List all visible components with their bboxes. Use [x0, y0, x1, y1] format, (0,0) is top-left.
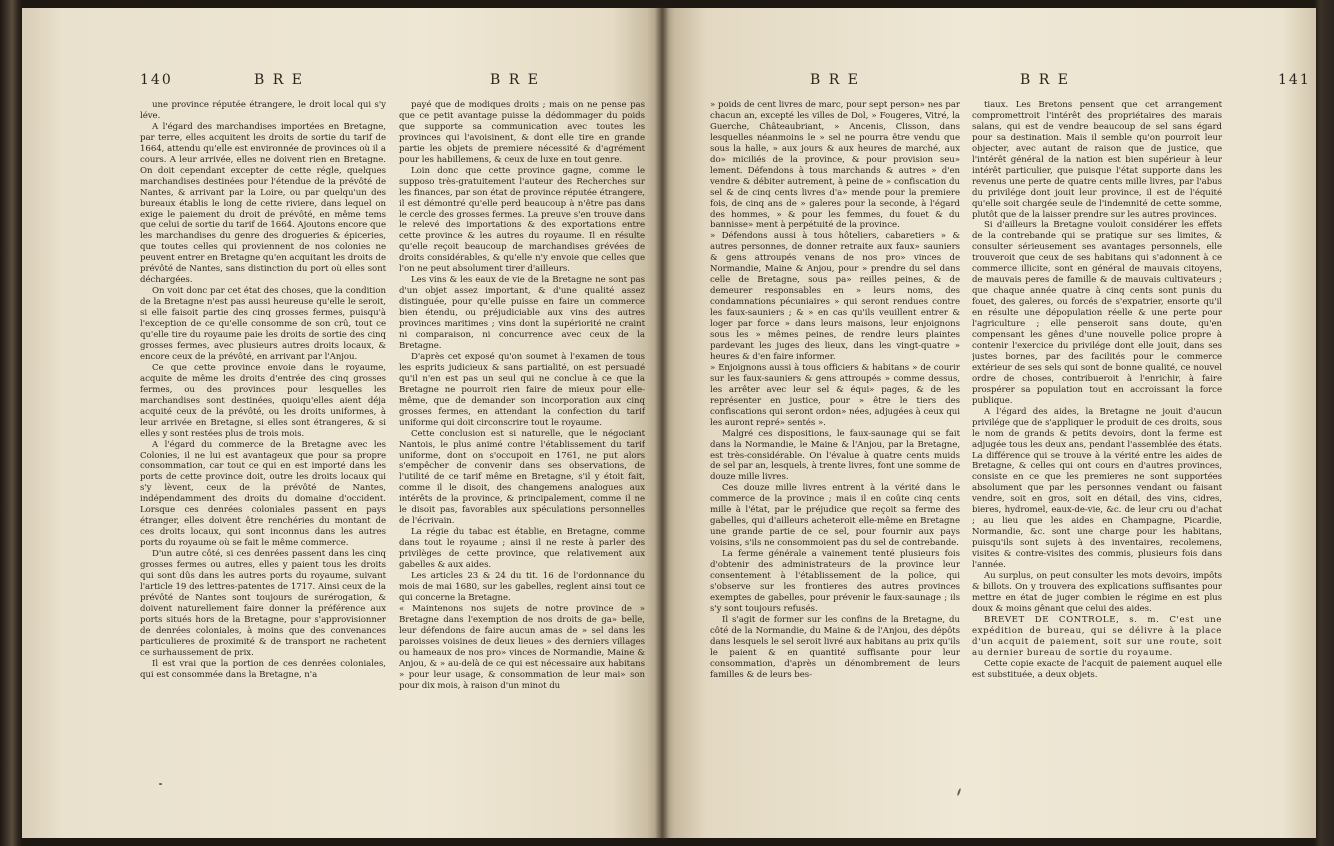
paragraph: A l'égard des marchandises importées en Bretagne, par terre, elles acquitent les droits de sortie du tarif de 1664, attendu qu'elle est environnée de provinces où il a cours. A leur arrivée, elles ne doivent rien en Bretagne. On doit cependant excepter de cette régle, quelques marchandises destinées pour l'étendue de la prévôté de Nantes, & arrivant par la Loire, ou par quelqu'un des bureaux établis le long de cette riviere, dans lequel on exige le paiement du droit de prévôté, en même tems que celui de sortie du tarif de 1664. Ajoutons encore que les marchandises du genre des drogueries & épiceries, que toutes celles qui proviennent de nos colonies ne peuvent entrer en Bretagne qu'en acquitant les droits de prévôté de Nantes, sans distinction du port où elles sont déchargées. — [140, 121, 386, 286]
paragraph: Il est vrai que la portion de ces denrées coloniales, qui est consommée dans la Bretagne, n'a — [140, 658, 386, 680]
paragraph: Les vins & les eaux de vie de la Bretagne ne sont pas d'un objet assez important, & d'une qualité assez distinguée, pour qu'elle puisse en faire un commerce bien étendu, ou préjudiciable aux vins des autres provinces maritimes ; vins dont la supériorité ne craint ni comparaison, ni concurrence avec ceux de la Bretagne. — [399, 275, 645, 351]
paragraph: La ferme générale a vainement tenté plusieurs fois d'obtenir des administrateurs de la province leur consentement à l'établissement de la police, qui s'observe sur les frontieres des autres provinces exemptes de gabelles, pour prévenir le faux-saunage ; ils s'y sont toujours refusés. — [710, 549, 960, 614]
paragraph: Malgré ces dispositions, le faux-saunage qui se fait dans la Normandie, le Maine & l'Anjou, par la Bretagne, est très-considérable. On l'évalue à quatre cents muids de sel par an, lesquels, à trente livres, font une somme de douze mille livres. — [710, 428, 960, 483]
quotation: « Maintenons nos sujets de notre province de » Bretagne dans l'exemption de nos droits de ga» belle, leur défendons de faire aucun amas de » sel dans les paroisses voisines de deux lieues » des derniers villages ou hameaux de nos pro» vinces de Normandie, Maine & Anjou, & » au-delà de ce qui est nécessaire aux habitans » pour leur usage, & consommation de leur mai» son pour dix mois, à raison d'un minot du — [399, 603, 645, 691]
quotation: » Défendons aussi à tous hôteliers, cabaretiers » & autres personnes, de donner retraite aux faux» sauniers & gens attroupés venans de nos pro» vinces de Normandie, Maine & Anjou, pour » prendre du sel dans celle de Bretagne, sous pa» reilles peines, & de demeurer responsables en » leurs noms, des condamnations pécuniaires » qui seront rendues contre les faux-sauniers ; & » en cas qu'ils veuillent entrer & loger par force » dans leurs maisons, leur enjoignons sous les » mêmes peines, de rendre leurs plaintes pardevant les juges des lieux, dans les vingt-quatre » heures & d'en faire informer. — [710, 231, 960, 362]
left-page — [22, 8, 662, 838]
quotation: » poids de cent livres de marc, pour sept person» nes par chacun an, excepté les villes de Dol, » Fougeres, Vitré, la Guerche, Châteaubriant, » Ancenis, Clisson, dans lesquelles néanmoins le » sel ne pourra être vendu que sous la halle, » aux jours & aux heures de marché, aux do» miciliés de la province, & pour provision seu» lement. Défendons à tous marchands & autres » d'en vendre & débiter autrement, à peine de » confiscation du sel & de cinq cents livres d'a» mende pour la premiere fois, de cinq ans de » galeres pour la seconde, à l'égard des hommes, » & pour les femmes, du fouet & du bannisse» ment à perpétuité de la province. — [710, 100, 960, 231]
right-page-column-1 — [710, 100, 960, 780]
paragraph: une province réputée étrangere, le droit local qui s'y léve. — [140, 100, 386, 121]
left-page-headword-left: B R E — [254, 72, 304, 88]
left-page-column-1 — [140, 100, 386, 780]
paragraph: Loin donc que cette province gagne, comme le supposo très-gratuitement l'auteur des Recherches sur les finances, par son état de province réputée étrangere, il est démontré qu'elle perd beaucoup à n'être pas dans le cercle des grosses fermes. La preuve s'en trouve dans le relevé des importations & des exportations entre cette province & les autres du royaume. Il en résulte qu'elle reçoit beaucoup de marchandises grévées de droits considérables, & qu'elle n'y envoie que celles que l'on ne peut absolument tirer d'ailleurs. — [399, 165, 645, 275]
right-page-headword-right: B R E — [1020, 72, 1070, 88]
book-gutter — [655, 6, 669, 840]
paragraph: A l'égard des aides, la Bretagne ne jouit d'aucun privilége que de s'appliquer le produit de ces droits, sous le nom de grands & petits devoirs, dont la ferme est adjugée tous les deux ans, pendant l'assemblée des états. La différence qui se trouve à la vérité entre les aides de Bretagne, & celles qui ont cours en d'autres provinces, consiste en ce que les premieres ne sont supportées absolument que par les personnes vendant ou faisant vendre, soit en gros, soit en détail, des vins, cidres, bieres, hydromel, eaux-de-vie, &c. de leur cru ou d'achat ; au lieu que les aides en Champagne, Picardie, Normandie, &c. sont une charge pour les habitans, puisqu'ils sont sujets à des inventaires, recolemens, visites & contre-visites des commis, plusieurs fois dans l'année. — [972, 406, 1222, 571]
paragraph: A l'égard du commerce de la Bretagne avec les Colonies, il ne lui est avantageux que pour sa propre consommation, car tout ce qui en est importé dans les ports de cette province doit, outre les droits locaux qui s'y lèvent, ceux de la prévôté de Nantes, indépendamment des droits du domaine d'occident. Lorsque ces denrées coloniales passent en pays étranger, elles doivent être renchéries du montant de ces droits locaux, qui sont inconnus dans les autres ports du royaume où se fait le même commerce. — [140, 439, 386, 549]
paragraph: Cette conclusion est si naturelle, que le négociant Nantois, le plus animé contre l'établissement du tarif uniforme, dont on s'occupoit en 1761, ne put alors s'empêcher de convenir dans ses observations, de l'utilité de ce tarif même en Bretagne, s'il y étoit fait, comme il le disoit, des changemens analogues aux intérêts de la province, & principalement, comme il ne le disoit pas, favorables aux spéculations personnelles de l'écrivain. — [399, 428, 645, 527]
right-page — [662, 8, 1316, 838]
paragraph: Si d'ailleurs la Bretagne vouloit considérer les effets de la contrebande qui se pratique sur ses limites, & consulter sérieusement ses avantages personnels, elle trouveroit que ceux de ses habitans qui s'adonnent à ce commerce illicite, sont en général de mauvais citoyens, de mauvais peres de famille & de mauvais cultivateurs ; que chaque année quatre à cinq cents sont punis du fouet, des galeres, ou forcés de s'expatrier, ensorte qu'il en résulte une dépopulation réelle & une perte pour l'agriculture ; elle penseroit sans doute, qu'en compensant les gênes d'une nouvelle police propre à contenir l'exercice du privilége dont elle jouit, dans ses justes bornes, par des facilités pour le commerce extérieur de ses sels qui sont de bonne qualité, ce nouvel ordre de choses, contribueroit à l'enrichir, à faire prospérer sa population tout en accroissant la force publique. — [972, 220, 1222, 406]
paragraph: Il s'agit de former sur les confins de la Bretagne, du côté de la Normandie, du Maine & de l'Anjou, des dépôts dans lesquels le sel seroit livré aux habitans au prix qu'ils le paient & en quantité suffisante pour leur consommation, d'après un dénombrement de leurs familles & de leurs bes- — [710, 614, 960, 680]
ink-speck — [957, 788, 962, 796]
quotation: » Enjoignons aussi à tous officiers & habitans » de courir sur les faux-sauniers & gens attroupés » comme dessus, les arrêter avec leur sel & équi» pages, & de les représenter en justice, pour » être le tiers des confiscations qui seront ordon» nées, adjugées à ceux qui les auront repré» sentés ». — [710, 362, 960, 428]
paragraph: Ces douze mille livres entrent à la vérité dans le commerce de la province ; mais il en coûte cinq cents mille à l'état, par le préjudice que reçoit sa ferme des gabelles, qui d'ailleurs acheteroit elle-même en Bretagne une grande partie de ce sel, pour fournir aux pays voisins, s'ils ne consommoient pas du sel de contrebande. — [710, 483, 960, 549]
left-page-number: 140 — [140, 72, 173, 88]
right-page-number: 141 — [1278, 72, 1311, 88]
right-page-headword-left: B R E — [810, 72, 860, 88]
right-page-column-2 — [972, 100, 1222, 780]
entry-brevet-de-controle: BREVET DE CONTROLE, s. m. C'est une expédition de bureau, qui se délivre à la place d'un acquit de paiement, soit sur une route, soit au dernier bureau de sortie du royaume. — [972, 614, 1222, 658]
paragraph: tiaux. Les Bretons pensent que cet arrangement compromettroit l'intérêt des propriétaires des marais salans, qui est de vendre beaucoup de sel sans égard pour sa destination. Mais il semble qu'on pourroit leur objecter, avec autant de raison que de justice, que l'intérêt général de la nation est bien supérieur à leur intérêt particulier, que puisque l'état supporte dans les revenus une perte de quatre cents mille livres, par l'abus du privilége dont jouit leur province, il est de l'équité qu'elle soit chargée seule de l'indemnité de cette somme, plutôt que de la laisser prendre sur les autres provinces. — [972, 100, 1222, 220]
paragraph: Cette copie exacte de l'acquit de paiement auquel elle est substituée, a deux objets. — [972, 658, 1222, 680]
paragraph: D'après cet exposé qu'on soumet à l'examen de tous les esprits judicieux & sans partialité, on est persuadé qu'il n'en est pas un seul qui ne conclue à ce que la Bretagne ne pourroit rien faire de mieux pour elle-même, que de demander son incorporation aux cinq grosses fermes, en attendant la confection du tarif uniforme qui doit circonscrire tout le royaume. — [399, 351, 645, 428]
paragraph: payé que de modiques droits ; mais on ne pense pas que ce petit avantage puisse la dédommager du poids que supporte sa communication avec toutes les provinces qui l'avoisinent, & dont elle tire en grande partie les objets de premiere nécessité & d'agrément pour les habillemens, & ceux de luxe en tout genre. — [399, 100, 645, 165]
left-page-column-2 — [399, 100, 645, 780]
left-page-headword-right: B R E — [490, 72, 540, 88]
paragraph: Au surplus, on peut consulter les mots devoirs, impôts & billots. On y trouvera des explications suffisantes pour mettre en état de juger combien le régime en est plus doux & moins gênant que celui des aides. — [972, 570, 1222, 614]
paragraph: D'un autre côté, si ces denrées passent dans les cinq grosses fermes ou autres, elles y paient tous les droits qui sont dûs dans les autres ports du royaume, suivant l'article 19 des lettres-patentes de 1717. Ainsi ceux de la prévôté de Nantes sont toujours de surérogation, & doivent naturellement faire donner la préférence aux ports situés hors de la Bretagne, pour s'approvisionner de denrées coloniales, à moins que des convenances particulieres de proximité & de transport ne rachetent ce surhaussement de prix. — [140, 549, 386, 658]
paragraph: Les articles 23 & 24 du tit. 16 de l'ordonnance du mois de mai 1680, sur les gabelles, reglent ainsi tout ce qui concerne la Bretagne. — [399, 570, 645, 603]
ink-speck — [159, 783, 162, 785]
paragraph: On voit donc par cet état des choses, que la condition de la Bretagne n'est pas aussi heureuse qu'elle le seroit, si elle faisoit partie des cinq grosses fermes, puisqu'à l'exception de ce qu'elle consomme de son crû, tout ce qu'elle tire du royaume paie les droits de sortie des cinq grosses fermes, avec plusieurs autres droits locaux, & encore ceux de la prévôté, en arrivant par l'Anjou. — [140, 286, 386, 362]
paragraph: La régie du tabac est établie, en Bretagne, comme dans tout le royaume ; ainsi il ne reste à parler des privilèges de cette province, que relativement aux gabelles & aux aides. — [399, 527, 645, 571]
paragraph: Ce que cette province envoie dans le royaume, acquite de même les droits d'entrée des cinq grosses fermes, ou des provinces pour lesquelles les marchandises sont destinées, quoiqu'elles aient déja acquité ceux de la prévôté, ou les droits uniformes, à leur arrivée en Bretagne, si elles sont étrangeres, & si elles y sont restées plus de trois mois. — [140, 362, 386, 439]
